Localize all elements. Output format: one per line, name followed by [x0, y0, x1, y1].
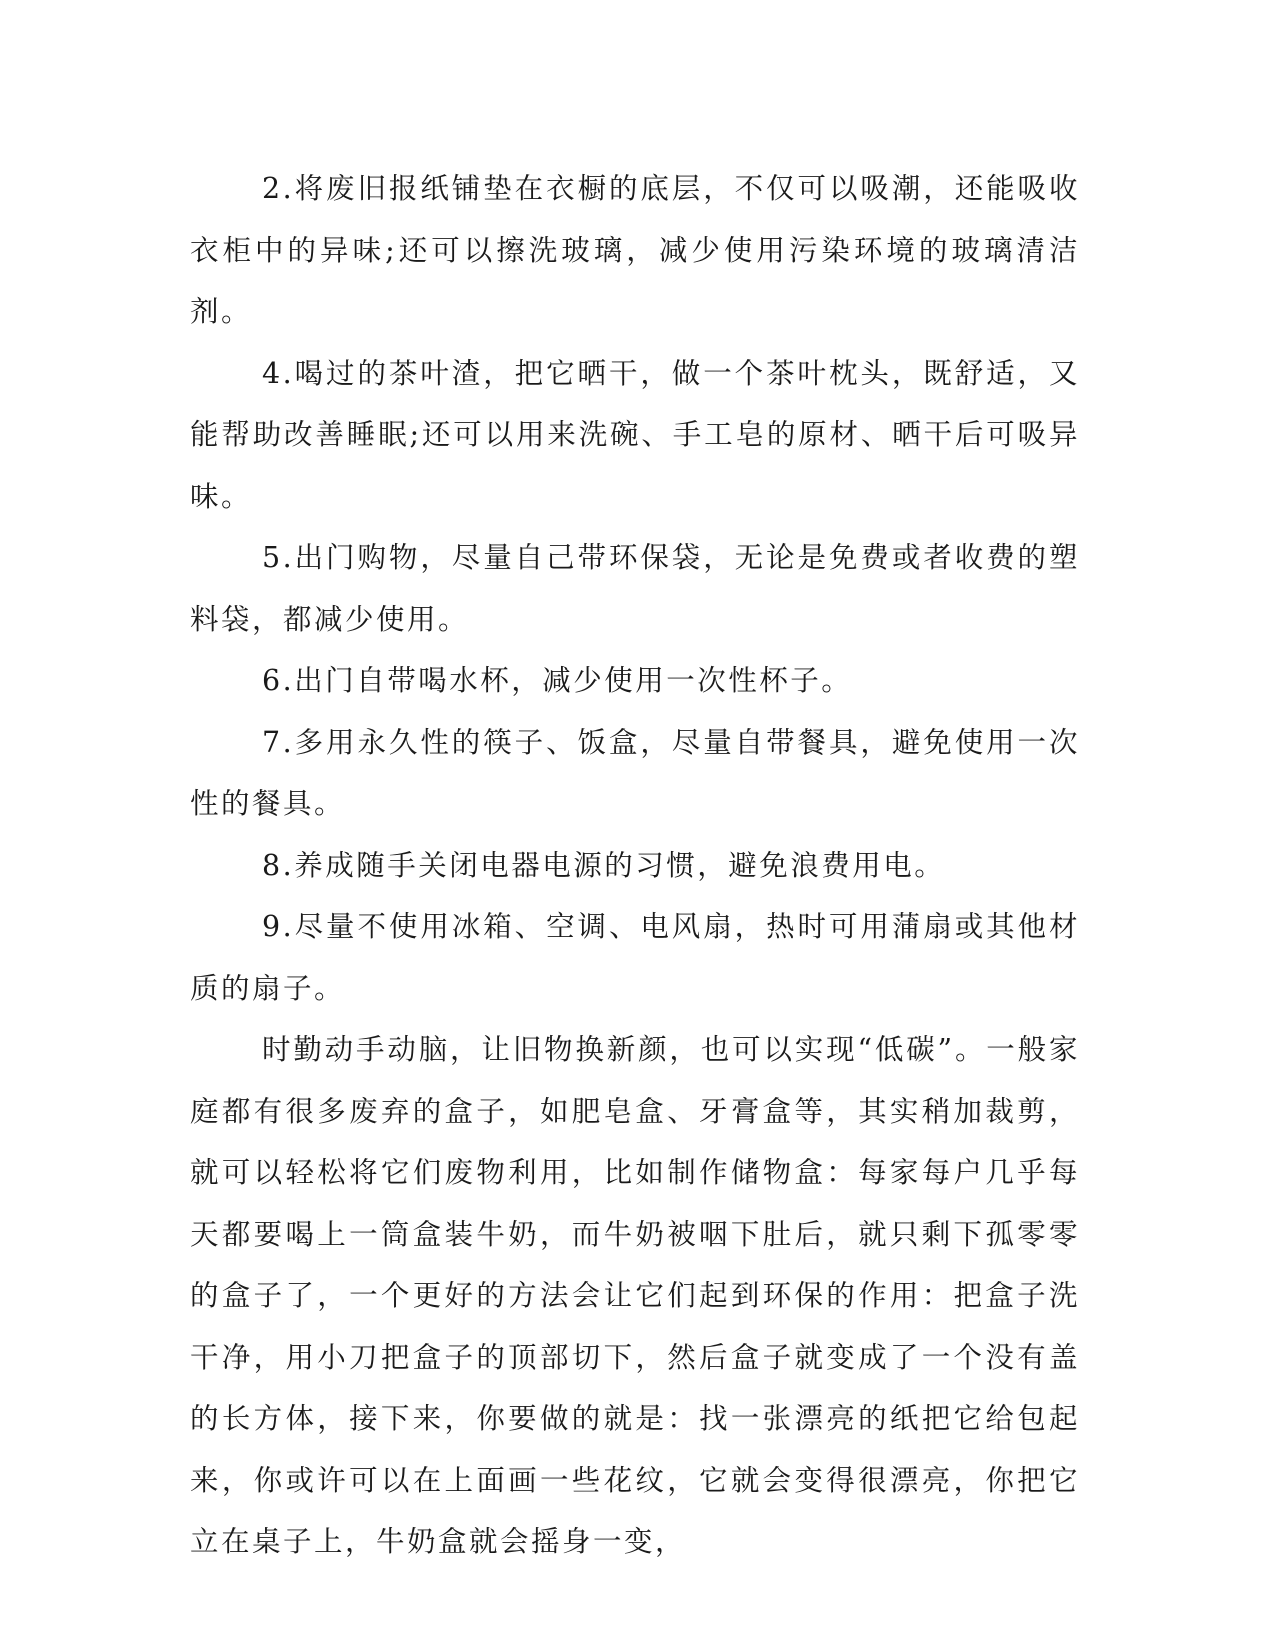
document-body — [190, 158, 1080, 1573]
paragraph-power-off-tip: 8.养成随手关闭电器电源的习惯，避免浪费用电。 — [262, 848, 946, 882]
paragraph-reuse-boxes: 时勤动手动脑，让旧物换新颜，也可以实现“低碳”。一般家庭都有很多废弃的盒子，如肥皂盒、牙膏盒等，其实稍加裁剪，就可以轻松将它们废物利用，比如制作储物盒：每家每户几乎每天都要喝上一筒盒装牛奶，而牛奶被咽下肚后，就只剩下孤零零的盒子了，一个更好的方法会让它们起到环保的作用：把盒子洗干净，用小刀把盒子的顶部切下，然后盒子就变成了一个没有盖的长方体，接下来，你要做的就是：找一张漂亮的纸把它给包起来，你或许可以在上面画一些花纹，它就会变得很漂亮，你把它立在桌子上，牛奶盒就会摇身一变， — [190, 1033, 1080, 1558]
paragraph-water-cup-tip: 6.出门自带喝水杯，减少使用一次性杯子。 — [262, 664, 853, 697]
paragraph-shopping-bag-tip: 5.出门购物，尽量自己带环保袋，无论是免费或者收费的塑料袋，都减少使用。 — [190, 541, 1080, 636]
paragraph-appliance-tip: 9.尽量不使用冰箱、空调、电风扇，热时可用蒲扇或其他材质的扇子。 — [190, 910, 1080, 1005]
paragraph-tea-leaves-tip: 4.喝过的茶叶渣，把它晒干，做一个茶叶枕头，既舒适，又能帮助改善睡眠;还可以用来洗碗、手工皂的原材、晒干后可吸异味。 — [190, 356, 1080, 513]
paragraph-tableware-tip: 7.多用永久性的筷子、饭盒，尽量自带餐具，避免使用一次性的餐具。 — [190, 725, 1080, 820]
paragraph-newspaper-tip: 2.将废旧报纸铺垫在衣橱的底层，不仅可以吸潮，还能吸收衣柜中的异味;还可以擦洗玻璃，减少使用污染环境的玻璃清洁剂。 — [190, 172, 1080, 328]
